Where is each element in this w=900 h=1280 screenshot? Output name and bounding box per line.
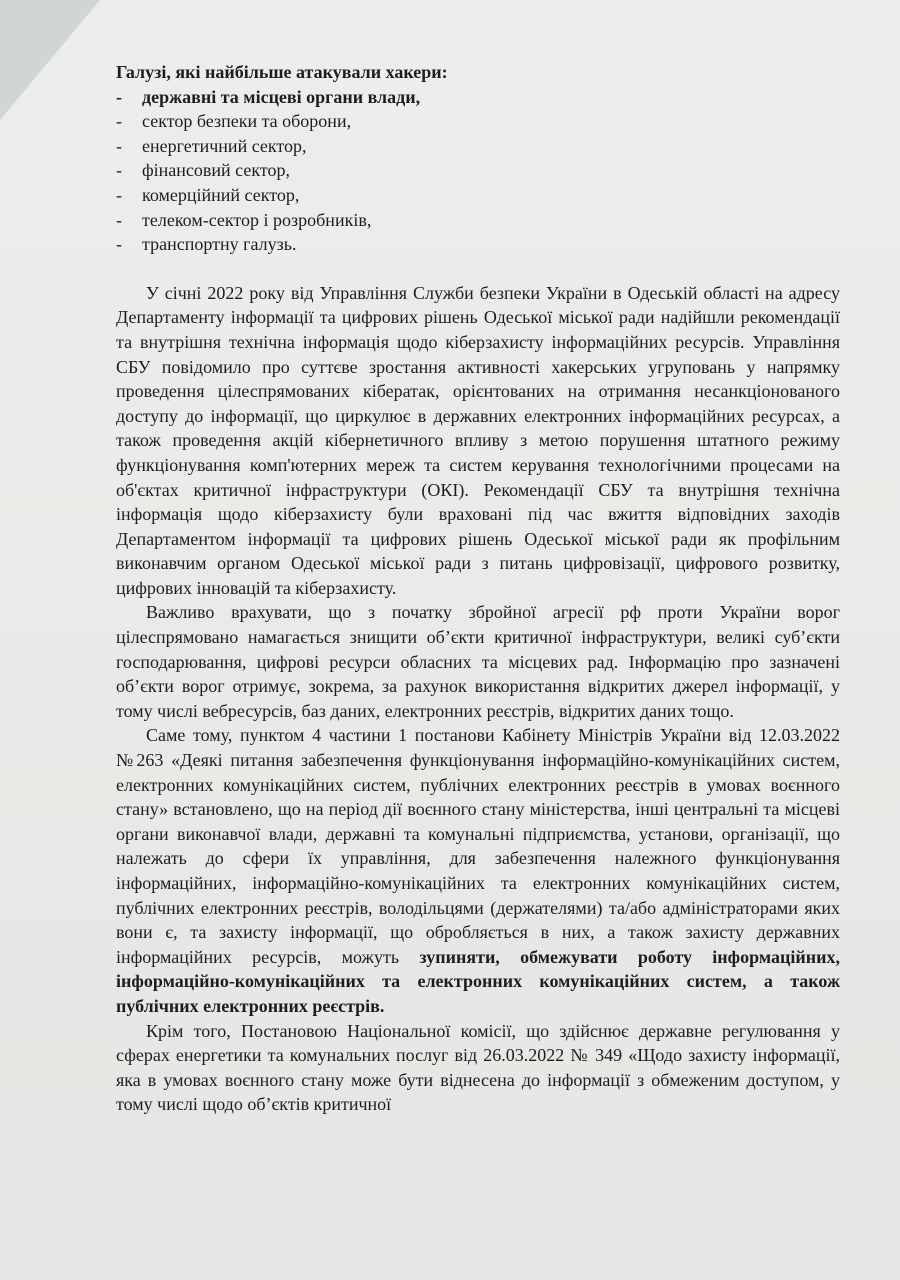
paragraph-sbu-recommendations: У січні 2022 року від Управління Служби безпеки України в Одеській області на адресу Департаменту інформації та цифрових рішень Одеської міської ради надійшли рекомендації та внутрішня технічна інформація щодо кіберзахисту інформаційних ресурсів. Управління СБУ повідомило про суттєве зростання активності хакерських угруповань у напрямку проведення цілеспрямованих кібератак, орієнтованих на отримання несанкціонованого доступу до інформації, що циркулює в державних електронних інформаційних ресурсах, а також проведення акцій кібернетичного впливу з метою порушення штатного режиму функціонування комп'ютерних мереж та систем керування технологічними процесами на об'єктах критичної інфраструктури (ОКІ). Рекомендації СБУ та внутрішня технічна інформація щодо кіберзахисту були враховані під час вжиття відповідних заходів Департаментом інформації та цифрових рішень Одеської міської ради як профільним виконавчим органом Одеської міської ради з питань цифровізації, цифрового розвитку, цифрових інновацій та кіберзахисту. <box>116 282 840 598</box>
resolution-bold-text: зупиняти, обмежувати роботу інформаційних, інформаційно-комунікаційних та електронних комунікаційних систем, а також публічних електронних реєстрів. <box>116 946 840 1016</box>
paragraph-cabinet-resolution <box>116 723 840 1018</box>
document-body <box>116 60 840 1117</box>
paragraph-national-commission: Крім того, Постановою Національної комісії, що здійснює державне регулювання у сферах енергетики та комунальних послуг від 26.03.2022 № 349 «Щодо захисту інформації, яка в умовах воєнного стану може бути віднесена до інформації з обмеженим доступом, у тому числі щодо об’єктів критичної <box>116 1020 840 1115</box>
list-item: - фінансовий сектор, <box>116 158 840 183</box>
list-item: - державні та місцеві органи влади, <box>116 85 840 110</box>
spacer <box>116 257 840 281</box>
folded-corner <box>0 0 100 120</box>
list-item: - комерційний сектор, <box>116 183 840 208</box>
paragraph-aggression: Важливо врахувати, що з початку збройної агресії рф проти України ворог цілеспрямовано намагається знищити об’єкти критичної інфраструктури, великі суб’єкти господарювання, цифрові ресурси обласних та місцевих рад. Інформацію про зазначені об’єкти ворог отримує, зокрема, за рахунок використання відкритих джерел інформації, у тому числі вебресурсів, баз даних, електронних реєстрів, відкритих даних тощо. <box>116 602 840 721</box>
list-item: - енергетичний сектор, <box>116 134 840 159</box>
sectors-list <box>116 85 840 257</box>
list-item: - сектор безпеки та оборони, <box>116 109 840 134</box>
list-item: - транспортну галузь. <box>116 232 840 257</box>
list-item: - телеком-сектор і розробників, <box>116 208 840 233</box>
resolution-text: Саме тому, пунктом 4 частини 1 постанови Кабінету Міністрів України від 12.03.2022 №263 «Деякі питання забезпечення функціонування інформаційно-комунікаційних систем, електронних комунікаційних систем, публічних електронних реєстрів в умовах воєнного стану» встановлено, що на період дії воєнного стану міністерства, інші центральні та місцеві органи виконавчої влади, державні та комунальні підприємства, установи, організації, що належать до сфери їх управління, для забезпечення належного функціонування інформаційних, інформаційно-комунікаційних та електронних комунікаційних систем, публічних електронних реєстрів, володільцями (держателями) та/або адміністраторами яких вони є, та захисту інформації, що обробляється в них, а також захисту державних інформаційних ресурсів, можуть <box>116 725 840 967</box>
sectors-heading: Галузі, які найбільше атакували хакери: <box>116 62 448 82</box>
